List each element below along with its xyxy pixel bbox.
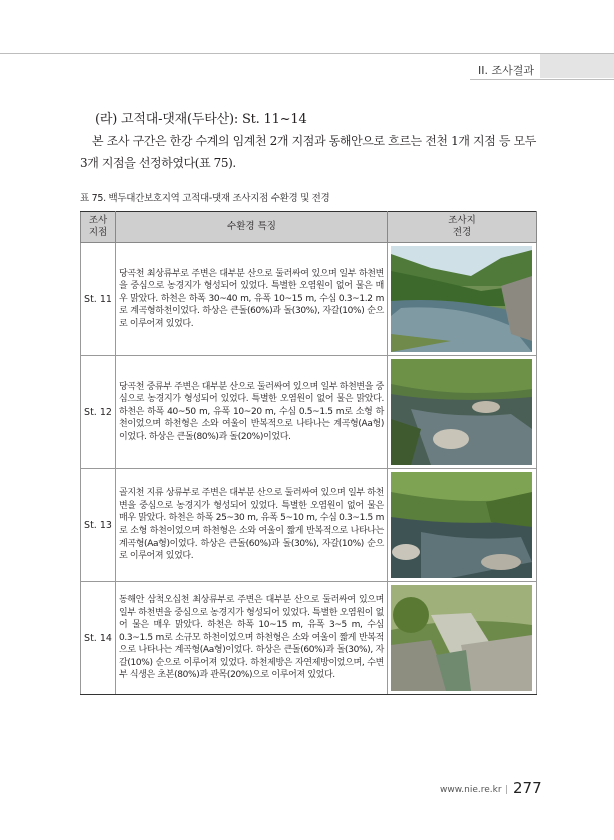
description-cell: 동해안 삼척오십천 최상류부로 주변은 대부분 산으로 둘러싸여 있으며 일부 하천변을 중심으로 농경지가 형성되어 있었다. 특별한 오염원이 없어 물은 매우 맑았다. 하천은 하폭 10~15 m, 유폭 3~5 m, 수심 0.3~1.5 m로 소규모 하천이었으며 하천형은 소와 여울이 짧게 반복적으로 나타나는 계곡형(Aa형)이었다. 하상은 큰돌(60%)과 돌(30%), 자갈(10%) 순으로 이루어져 있었다. 하천제방은 자연제방이었으며, 수변부 식생은 초본(80%)과 관목(20%)으로 이루어져 있었다.	[116, 582, 388, 695]
site-photo-st12	[391, 359, 532, 465]
photo-cell	[388, 243, 537, 356]
page-number: 277	[513, 779, 542, 797]
table-caption: 표 75. 백두대간보호지역 고적대-댓재 조사지점 수환경 및 전경	[80, 193, 330, 204]
site-cell: St. 11	[81, 243, 116, 356]
header-features	[116, 212, 388, 243]
header-site-text: 조사 지점	[88, 215, 108, 238]
site-photo-st13	[391, 472, 532, 578]
photo-cell	[388, 469, 537, 582]
body-paragraph: 본 조사 구간은 한강 수계의 임계천 2개 지점과 동해안으로 흐르는 전천 1개 지점 등 모두 3개 지점을 선정하였다(표 75).	[80, 134, 536, 170]
header-rule	[0, 53, 614, 54]
site-cell: St. 14	[81, 582, 116, 695]
photo-cell	[388, 582, 537, 695]
chapter-underline	[470, 79, 614, 80]
table-row	[81, 469, 537, 582]
site-cell: St. 13	[81, 469, 116, 582]
footer-separator: |	[505, 785, 509, 795]
site-photo-st11	[391, 246, 532, 352]
section-heading: (라) 고적대-댓재(두타산): St. 11~14	[95, 112, 307, 127]
table-row	[81, 243, 537, 356]
header-features-text: 수환경 특징	[227, 221, 276, 232]
chapter-tab	[540, 54, 614, 78]
table-row	[81, 356, 537, 469]
table-row	[81, 582, 537, 695]
survey-table	[80, 211, 537, 695]
description-cell: 당곡천 중류부 주변은 대부분 산으로 둘러싸여 있으며 일부 하천변을 중심으로 농경지가 형성되어 있었다. 특별한 오염원이 없어 물은 맑았다. 하천은 하폭 40~50 m, 유폭 10~20 m, 수심 0.5~1.5 m로 소형 하천이었으며 하천형은 소와 여울이 반복적으로 나타나는 계곡형(Aa형)이었다. 하상은 큰돌(80%)과 돌(20%)이었다.	[116, 356, 388, 469]
photo-cell	[388, 356, 537, 469]
site-cell: St. 12	[81, 356, 116, 469]
description-cell: 골지천 지류 상류부로 주변은 대부분 산으로 둘러싸여 있으며 일부 하천변을 중심으로 농경지가 형성되어 있었다. 특별한 오염원이 없어 물은 매우 맑았다. 하천은 하폭 25~30 m, 유폭 5~10 m, 수심 0.3~1.5 m로 소형 하천이었으며 하천형은 소와 여울이 짧게 반복적으로 나타나는 계곡형(Aa형)이었다. 하상은 큰돌(60%)과 돌(30%), 자갈(10%) 순으로 이루어져 있었다.	[116, 469, 388, 582]
table-header-row	[81, 212, 537, 243]
site-photo-st14	[391, 585, 532, 691]
chapter-label: II. 조사결과	[478, 64, 534, 77]
header-site	[81, 212, 116, 243]
header-view-text: 조사지 전경	[448, 215, 476, 238]
footer-url: www.nie.re.kr	[440, 785, 502, 795]
header-view	[388, 212, 537, 243]
description-cell: 당곡천 최상류부로 주변은 대부분 산으로 둘러싸여 있으며 일부 하천변을 중심으로 농경지가 형성되어 있었다. 특별한 오염원이 없어 물은 매우 맑았다. 하천은 하폭 30~40 m, 유폭 10~15 m, 수심 0.3~1.2 m로 계곡형하천이었다. 하상은 큰돌(60%)과 돌(30%), 자갈(10%) 순으로 이루어져 있었다.	[116, 243, 388, 356]
